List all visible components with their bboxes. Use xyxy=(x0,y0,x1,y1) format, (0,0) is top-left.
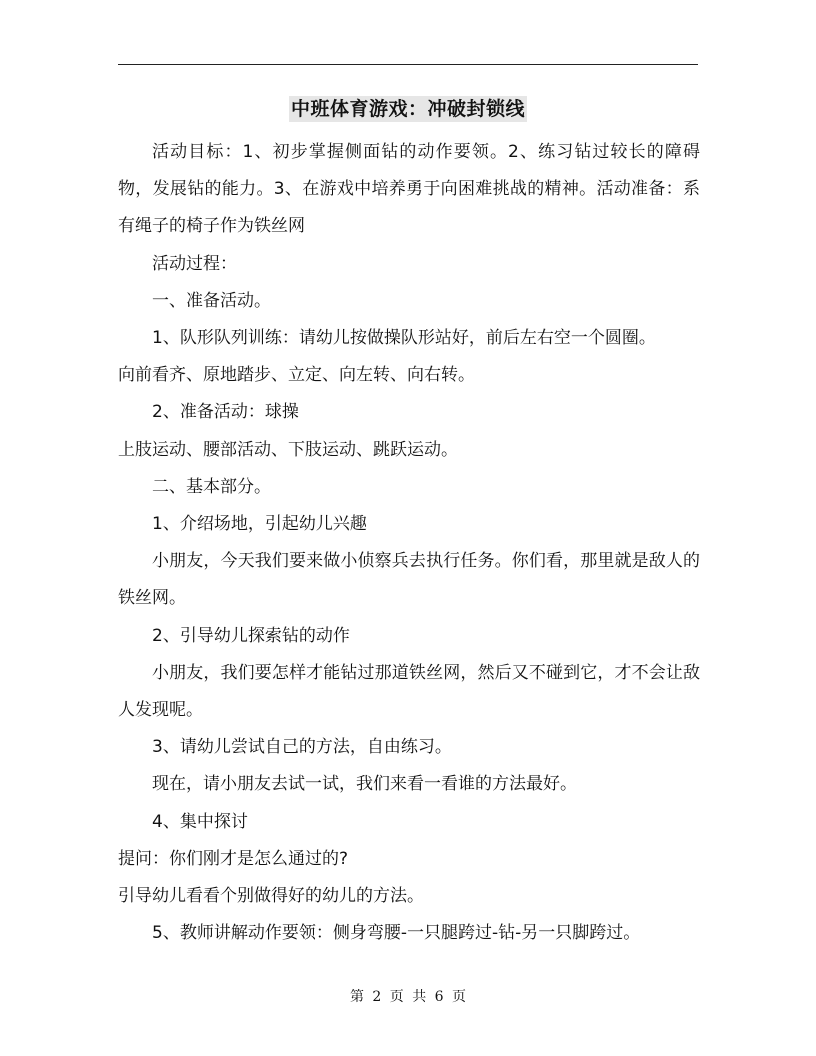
paragraph: 上肢运动、腰部活动、下肢运动、跳跃运动。 xyxy=(118,439,458,460)
paragraph: 提问：你们刚才是怎么通过的? xyxy=(118,848,349,869)
section-heading: 一、准备活动。 xyxy=(152,290,271,311)
paragraph: 5、教师讲解动作要领：侧身弯腰-一只腿跨过-钻-另一只脚跨过。 xyxy=(152,923,641,944)
paragraph: 3、请幼儿尝试自己的方法，自由练习。 xyxy=(152,737,452,758)
paragraph: 向前看齐、原地踏步、立定、向左转、向右转。 xyxy=(118,365,475,386)
paragraph: 小朋友，今天我们要来做小侦察兵去执行任务。你们看，那里就是敌人的铁丝网。 xyxy=(118,551,700,609)
document-title: 中班体育游戏：冲破封锁线 xyxy=(290,98,525,120)
paragraph: 小朋友，我们要怎样才能钻过那道铁丝网，然后又不碰到它，才不会让敌人发现呢。 xyxy=(118,662,700,721)
title-wrapper xyxy=(0,96,816,122)
paragraph: 现在，请小朋友去试一试，我们来看一看谁的方法最好。 xyxy=(152,774,577,795)
header-rule xyxy=(118,64,698,65)
paragraph-objectives: 活动目标：1、初步掌握侧面钻的动作要领。2、练习钻过较长的障碍物，发展钻的能力。3、在游戏中培养勇于向困难挑战的精神。活动准备：系有绳子的椅子作为铁丝网 xyxy=(118,142,700,237)
paragraph: 2、准备活动：球操 xyxy=(152,402,299,423)
paragraph: 4、集中探讨 xyxy=(152,811,248,832)
page-number: 第 2 页 共 6 页 xyxy=(349,989,467,1005)
paragraph: 1、介绍场地，引起幼儿兴趣 xyxy=(152,514,367,535)
paragraph: 2、引导幼儿探索钻的动作 xyxy=(152,625,350,646)
paragraph: 活动过程： xyxy=(152,253,237,274)
section-heading: 二、基本部分。 xyxy=(152,476,271,497)
paragraph: 引导幼儿看看个别做得好的幼儿的方法。 xyxy=(118,886,424,907)
document-body xyxy=(118,134,700,952)
paragraph: 1、队形队列训练：请幼儿按做操队形站好，前后左右空一个圆圈。 xyxy=(152,328,656,349)
